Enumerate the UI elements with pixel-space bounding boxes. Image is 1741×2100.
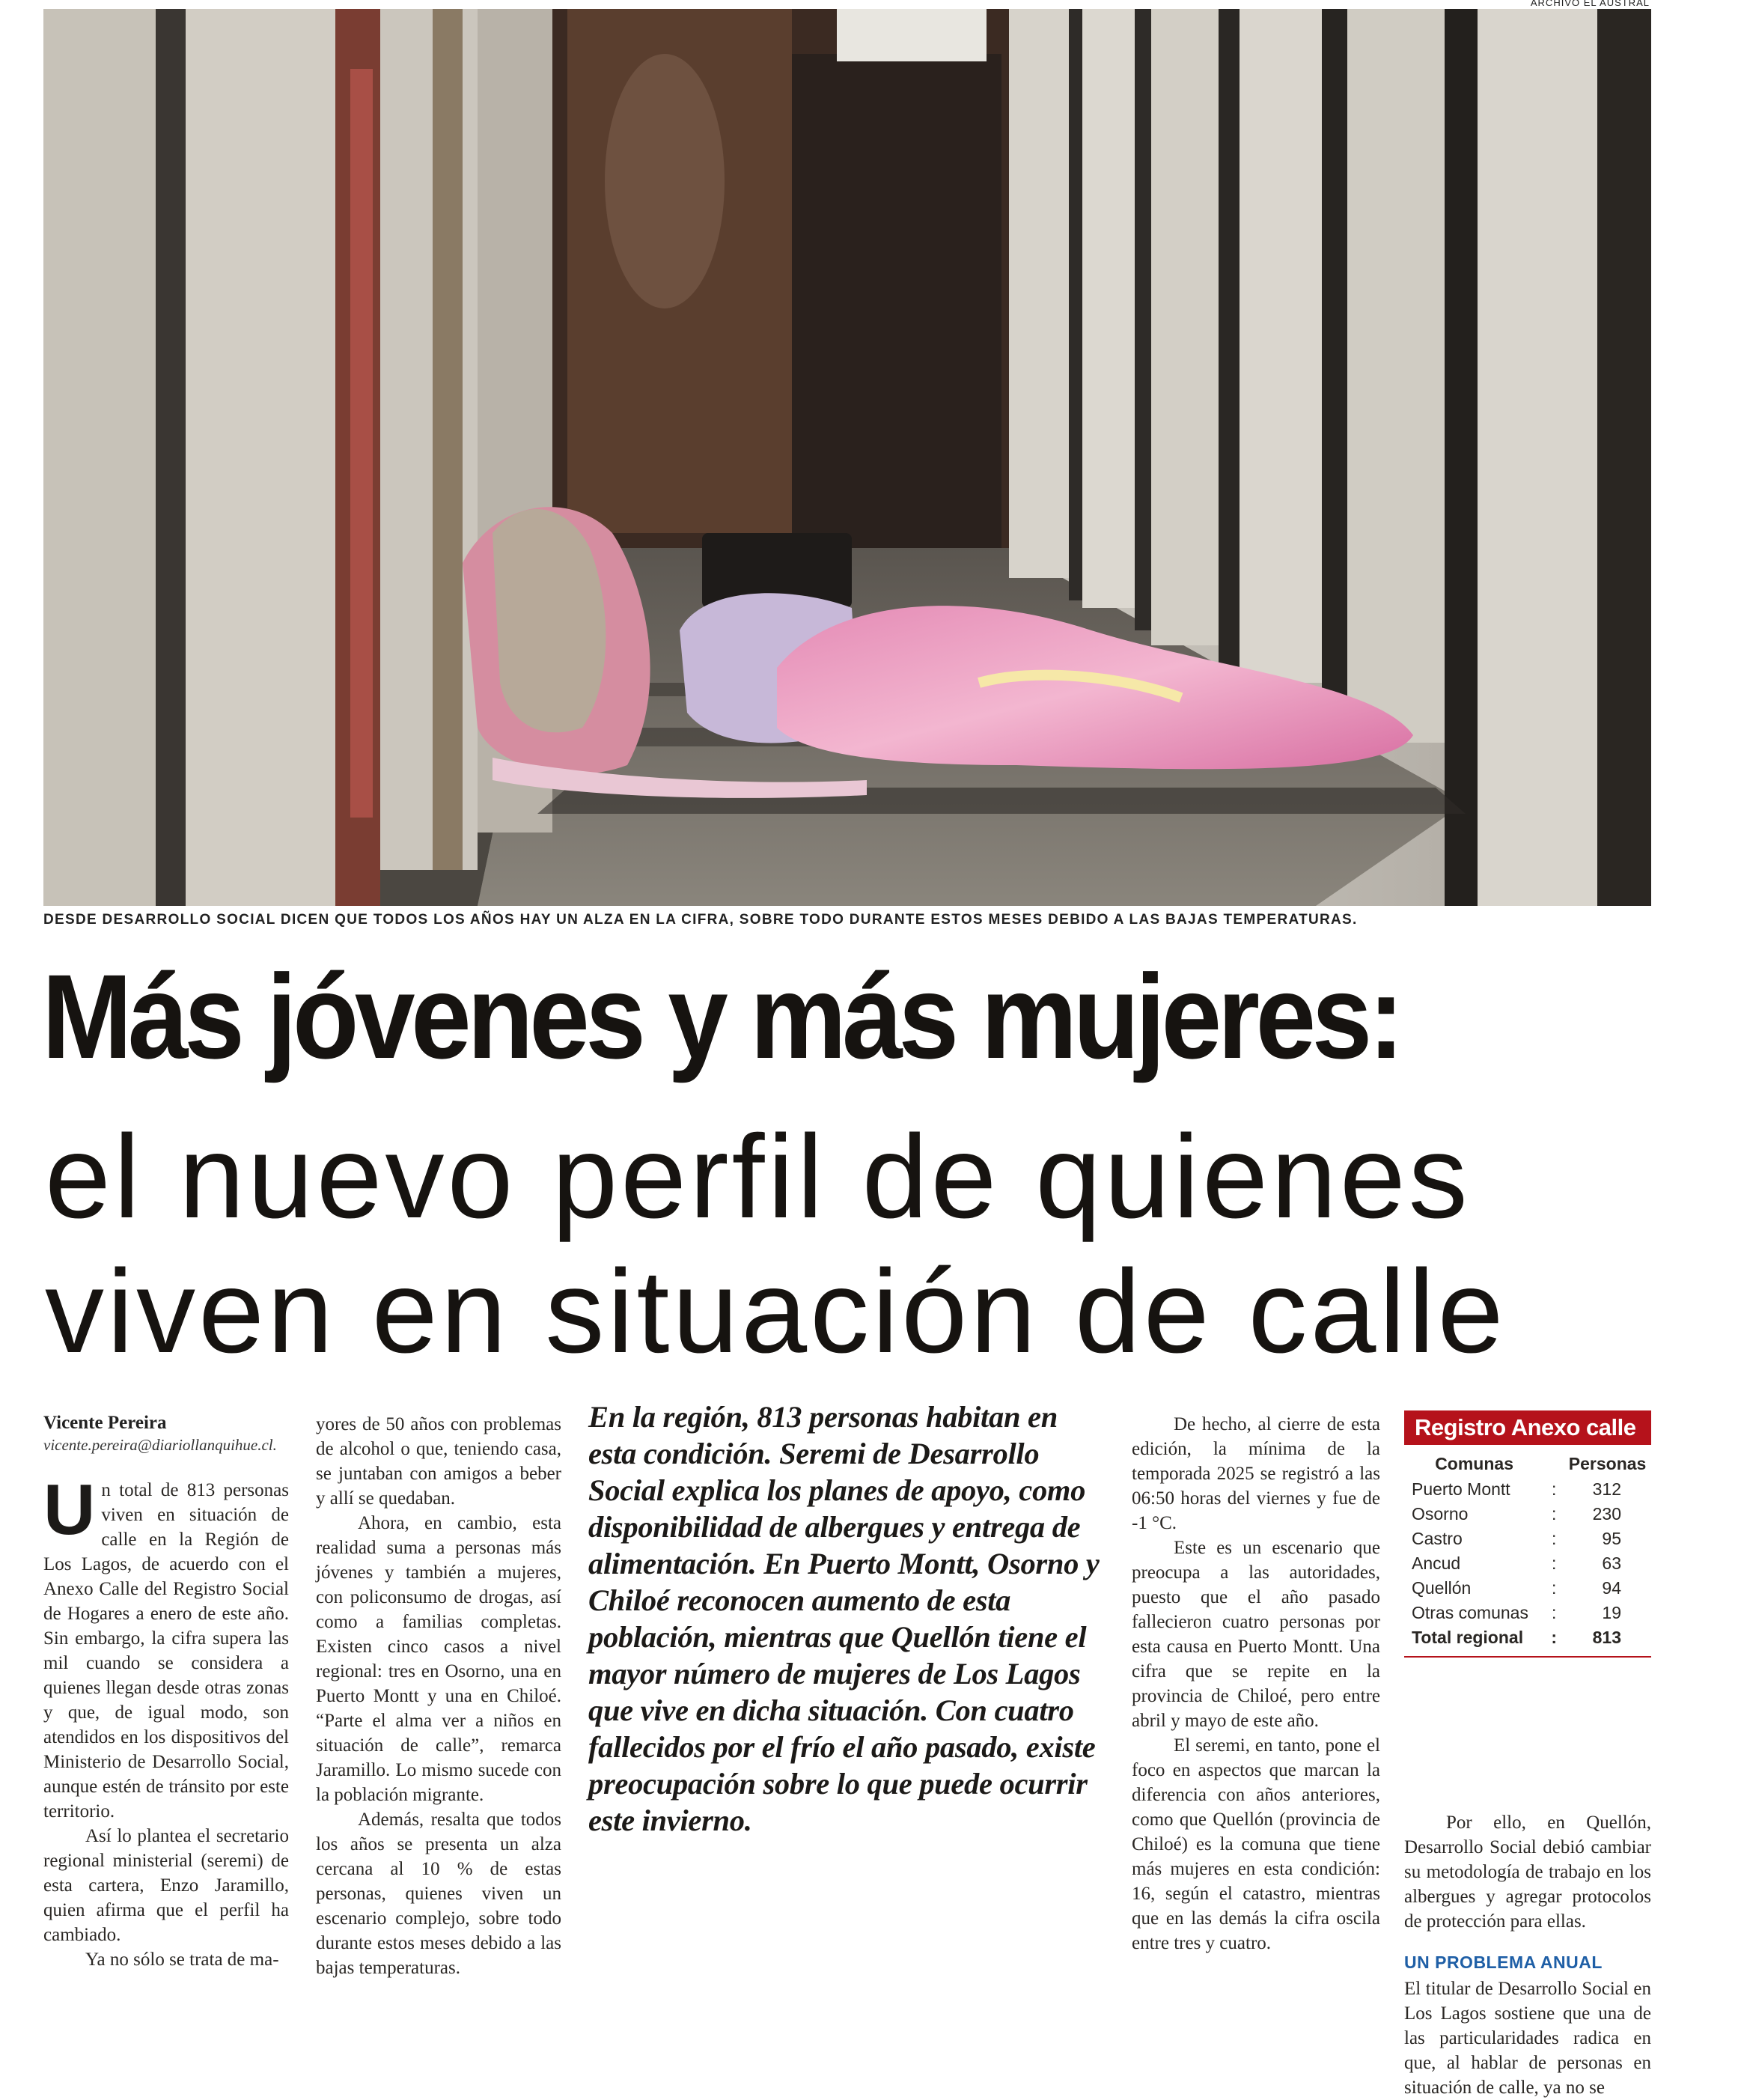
table-cell-personas: 230: [1592, 1504, 1621, 1524]
headline-subtitle: [45, 1110, 1506, 1379]
table-total-row: Total regional : 813: [1404, 1625, 1651, 1650]
table-total-value: 813: [1592, 1628, 1621, 1647]
paragraph: Este es un escenario que preocupa a las autoridades, puesto que el año pasado fallecieron cuatro personas por esta causa en Puerto Montt. Una cifra que se repite en la provincia de Chiloé, pero entre abril y mayo de este año.: [1132, 1538, 1380, 1731]
headline-subtitle-line-2: viven en situación de calle: [45, 1246, 1507, 1378]
paragraph: Por ello, en Quellón, Desarrollo Social debió cambiar su metodología de trabajo en los albergues y agregar protocolos de protección para ellas.: [1404, 1813, 1651, 1932]
table-cell-personas: 95: [1602, 1529, 1621, 1548]
article-column-5: [1404, 1810, 1651, 2100]
article-column-1: [43, 1412, 289, 1972]
table-cell-personas: 63: [1602, 1553, 1621, 1573]
drop-cap: U: [43, 1470, 96, 1550]
photo-credit: ARCHIVO EL AUSTRAL: [1530, 0, 1650, 8]
paragraph: Ya no sólo se trata de ma-: [85, 1950, 279, 1970]
table-row: Quellón : 94: [1404, 1576, 1651, 1601]
photo-caption: DESDE DESARROLLO SOCIAL DICEN QUE TODOS LOS AÑOS HAY UN ALZA EN LA CIFRA, SOBRE TODO DURANTE ESTOS MESES DEBIDO A LAS BAJAS TEMPERATURAS.: [43, 912, 1358, 928]
table-row: Osorno : 230: [1404, 1502, 1651, 1527]
article-lead: En la región, 813 personas habitan en esta condición. Seremi de Desarrollo Social explica los planes de apoyo, como disponibilidad de albergues y entrega de alimentación. En Puerto Montt, Osorno y Chiloé reconocen aumento de esta población, mientras que Quellón tiene el mayor número de mujeres de Los Lagos que vive en dicha situación. Con cuatro fallecidos por el frío el año pasado, existe preocupación sobre lo que puede ocurrir este invierno.: [588, 1400, 1100, 1837]
table-row: Puerto Montt : 312: [1404, 1477, 1651, 1502]
article-column-2: [316, 1412, 561, 1980]
byline-name: Vicente Pereira: [43, 1413, 167, 1433]
headline-subtitle-line-1: el nuevo perfil de quienes: [45, 1111, 1471, 1243]
paragraph: Ahora, en cambio, esta realidad suma a personas más jóvenes y también a mujeres, con policonsumo de drogas, así como a familias completas. Existen cinco casos a nivel regional: tres en Osorno, una en Puerto Montt y una en Chiloé. “Parte el alma ver a niños en situación de calle”, remarca Jaramillo. Lo mismo sucede con la población migrante.: [316, 1513, 561, 1805]
paragraph: yores de 50 años con problemas de alcohol o que, teniendo casa, se juntaban con amigos a beber y allí se quedaban.: [316, 1414, 561, 1509]
table-cell-personas: 94: [1602, 1578, 1621, 1598]
byline-email[interactable]: vicente.pereira@diariollanquihue.cl.: [43, 1436, 277, 1454]
registry-table-box: [1404, 1410, 1651, 1658]
article-photo: [43, 9, 1651, 906]
section-subhead: UN PROBLEMA ANUAL: [1404, 1953, 1603, 1972]
registry-table-title: Registro Anexo calle: [1404, 1410, 1651, 1445]
table-row: Otras comunas : 19: [1404, 1601, 1651, 1625]
paragraph: El titular de Desarrollo Social en Los Lagos sostiene que una de las particularidades radica en que, al hablar de personas en situación de calle, ya no se: [1404, 1979, 1651, 2098]
paragraph: Un total de 813 personas viven en situación de calle en la Región de Los Lagos, de acuerdo con el Anexo Calle del Registro Social de Hogares a enero de este año. Sin embargo, la cifra supera las mil cuando se considera a quienes llegan desde otras zonas y que, de igual modo, son atendidos en los dispositivos del Ministerio de Desarrollo Social, aunque estén de tránsito por este territorio.: [43, 1470, 289, 1821]
table-cell-comuna: Osorno: [1412, 1504, 1469, 1524]
registry-table: [1404, 1454, 1651, 1650]
table-divider: [1404, 1656, 1651, 1658]
table-cell-comuna: Otras comunas: [1412, 1603, 1528, 1622]
table-row: Ancud : 63: [1404, 1551, 1651, 1576]
paragraph: El seremi, en tanto, pone el foco en aspectos que marcan la diferencia con años anteriores, como que Quellón (provincia de Chiloé) es la comuna que tiene más mujeres en esta condición: 16, según el catastro, mientras que en las demás la cifra oscila entre tres y cuatro.: [1132, 1735, 1380, 1953]
article-column-4: [1132, 1412, 1380, 1956]
table-header-comunas: Comunas: [1435, 1454, 1513, 1473]
table-cell-personas: 312: [1592, 1479, 1621, 1499]
headline: Más jóvenes y más mujeres:: [42, 949, 1400, 1083]
table-row: Castro : 95: [1404, 1527, 1651, 1551]
table-cell-comuna: Ancud: [1412, 1553, 1461, 1573]
table-total-label: Total regional: [1412, 1628, 1524, 1647]
table-cell-personas: 19: [1602, 1603, 1621, 1622]
table-cell-comuna: Puerto Montt: [1412, 1479, 1510, 1499]
paragraph: Además, resalta que todos los años se presenta un alza cercana al 10 % de estas personas, quienes viven un escenario complejo, sobre todo durante estos meses debido a las bajas temperaturas.: [316, 1810, 561, 1978]
paragraph: De hecho, al cierre de esta edición, la mínima de la temporada 2025 se registró a las 06:50 horas del viernes y fue de -1 °C.: [1132, 1414, 1380, 1533]
table-cell-comuna: Quellón: [1412, 1578, 1472, 1598]
paragraph: Así lo plantea el secretario regional ministerial (seremi) de esta cartera, Enzo Jaramillo, quien afirma que el perfil ha cambiado.: [43, 1826, 289, 1945]
photo-illustration: [43, 9, 1651, 906]
table-header-personas: Personas: [1568, 1454, 1647, 1473]
table-cell-comuna: Castro: [1412, 1529, 1463, 1548]
